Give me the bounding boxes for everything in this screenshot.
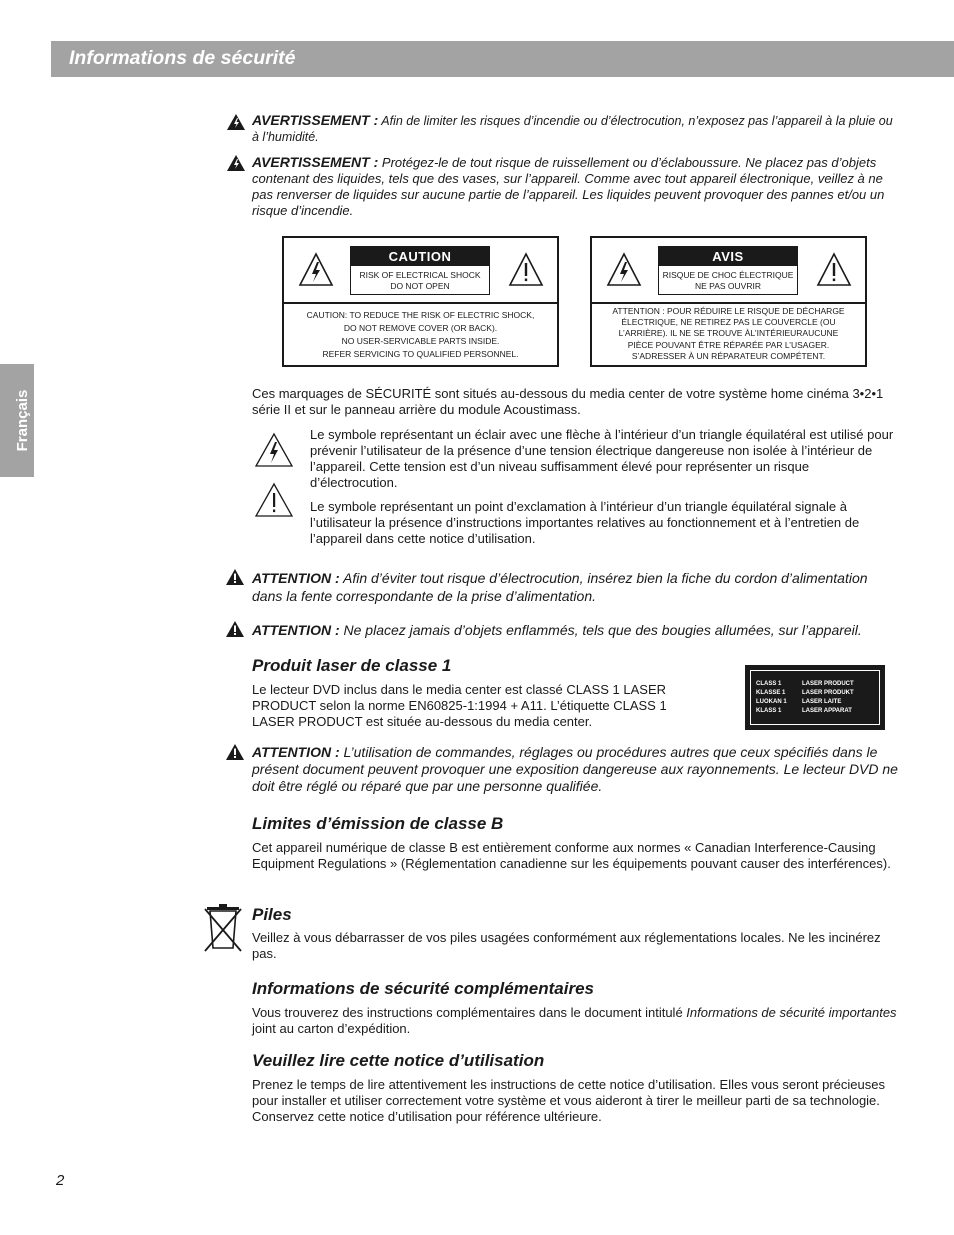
warning-triangle-icon bbox=[226, 154, 246, 172]
language-tab bbox=[0, 364, 34, 477]
warning-1 bbox=[252, 112, 898, 145]
caution-inner-panel bbox=[350, 246, 490, 295]
laser-text: Le lecteur DVD inclus dans le media center est classé CLASS 1 LASER PRODUCT selon la norme EN60825-1:1994 + A11. L’étiquette CLASS 1 LASER PRODUCT est située au-dessous du media center. bbox=[252, 682, 667, 729]
attention-1 bbox=[252, 569, 898, 605]
markings-intro-text: Ces marquages de SÉCURITÉ sont situés au-dessous du media center de votre système home cinéma 3•2•1 série II et sur le panneau arrière du module Acoustimass. bbox=[252, 386, 884, 417]
caution-body-line: DO NOT REMOVE COVER (OR BACK). bbox=[343, 323, 498, 333]
complementary-paragraph bbox=[252, 1005, 898, 1037]
caution-body-line: ÉLECTRIQUE, NE RETIREZ PAS LE COUVERCLE (OU bbox=[621, 317, 836, 328]
class-b-text: Cet appareil numérique de classe B est entièrement conforme aux normes « Canadian Interference-Causing Equipment Regulations » (Réglementation canadienne sur les équipements pouvant causer des interférences). bbox=[252, 840, 891, 871]
caution-inner-panel bbox=[658, 246, 798, 295]
caution-label-french bbox=[590, 236, 867, 367]
caution-body-line: PIÈCE POUVANT ÊTRE RÉPARÉE PAR L’USAGER. bbox=[627, 339, 830, 350]
attention-text: Afin d’éviter tout risque d’électrocution, insérez bien la fiche du cordon d’alimentation dans la fente correspondante de la prise d’alimentation. bbox=[252, 570, 868, 604]
exclamation-triangle-icon bbox=[508, 252, 544, 288]
electric-shock-triangle-icon bbox=[254, 432, 294, 468]
attention-text: L’utilisation de commandes, réglages ou procédures autres que ceux spécifiés dans le présent document peuvent provoquer une exposition dangereuse aux rayonnements. Le lecteur DVD ne doit être réglé ou réparé que par une personne qualifiée. bbox=[252, 744, 898, 794]
document-title-reference: Informations de sécurité importantes bbox=[686, 1005, 897, 1020]
caution-sub-line: RISQUE DE CHOC ÉLECTRIQUE bbox=[662, 270, 794, 280]
complementary-text-end: joint au carton d’expédition. bbox=[252, 1021, 411, 1036]
warning-label: AVERTISSEMENT : bbox=[252, 112, 379, 128]
laser-label-row: KLASSE 1 LASER PRODUKT bbox=[756, 690, 854, 696]
section-title-piles: Piles bbox=[252, 905, 292, 924]
section-title-class-b: Limites d’émission de classe B bbox=[252, 814, 504, 833]
electric-shock-triangle-icon bbox=[606, 252, 642, 288]
caution-sub-line: NE PAS OUVRIR bbox=[695, 281, 761, 291]
caution-sub-line: DO NOT OPEN bbox=[390, 281, 450, 291]
caution-label-english bbox=[282, 236, 559, 367]
bolt-symbol-text: Le symbole représentant un éclair avec une flèche à l’intérieur d’un triangle équilatéral est utilisé pour prévenir l’utilisateur de la présence d’une tension électrique dangereuse non isolée à l’intérieur de l’appareil. Cette tension est d’un niveau suffisamment élevé pour représenter un risque d’électrocution. bbox=[310, 427, 894, 490]
class-b-paragraph bbox=[252, 840, 898, 872]
complementary-text: Vous trouverez des instructions complémentaires dans le document intitulé bbox=[252, 1005, 687, 1020]
read-notice-paragraph bbox=[252, 1077, 898, 1125]
laser-paragraph bbox=[252, 682, 712, 730]
exclamation-triangle-icon bbox=[254, 482, 294, 518]
caution-sub-line: RISK OF ELECTRICAL SHOCK bbox=[359, 270, 481, 280]
warning-label: AVERTISSEMENT : bbox=[252, 154, 379, 170]
laser-label-row: LUOKAN 1 LASER LAITE bbox=[756, 699, 842, 705]
attention-label: ATTENTION : bbox=[252, 622, 340, 638]
laser-label-row: CLASS 1 LASER PRODUCT bbox=[756, 681, 854, 687]
exclamation-symbol-explanation bbox=[310, 499, 898, 547]
laser-product-label bbox=[745, 665, 885, 730]
section-title-laser: Produit laser de classe 1 bbox=[252, 656, 452, 675]
warning-text: Afin de limiter les risques d’incendie ou d’électrocution, n’exposez pas l’appareil à la pluie ou à l’humidité. bbox=[252, 114, 893, 144]
exclamation-symbol-text: Le symbole représentant un point d’exclamation à l’intérieur d’un triangle équilatéral signale à l’utilisateur la présence d’instructions importantes relatives au fonctionnement et à l’entretien de l’appareil dans cette notice d’utilisation. bbox=[310, 499, 860, 546]
read-notice-text: Prenez le temps de lire attentivement les instructions de cette notice d’utilisation. Elles vous seront précieuses pour installer et utiliser correctement votre système et vous aideront à tirer le meilleur parti de sa technologie. Conservez cette notice d’utilisation pour référence ultérieure. bbox=[252, 1077, 885, 1124]
attention-3 bbox=[252, 744, 898, 795]
caution-body-line: NO USER-SERVICABLE PARTS INSIDE. bbox=[341, 336, 500, 346]
caution-heading: CAUTION bbox=[351, 247, 489, 266]
caution-body-line: L’ARRIÈRE). IL NE SE TROUVE ÀL’INTÉRIEURAUCUNE bbox=[618, 328, 839, 339]
attention-triangle-icon bbox=[225, 743, 245, 761]
laser-label-row: KLASS 1 LASER APPARAT bbox=[756, 708, 852, 714]
attention-text: Ne placez jamais d’objets enflammés, tels que des bougies allumées, sur l’appareil. bbox=[343, 622, 862, 638]
caution-body-line: REFER SERVICING TO QUALIFIED PERSONNEL. bbox=[322, 349, 519, 359]
section-title-read-notice: Veuillez lire cette notice d’utilisation bbox=[252, 1051, 545, 1070]
language-tab-label: Français bbox=[14, 389, 31, 452]
attention-label: ATTENTION : bbox=[252, 570, 340, 586]
caution-body-line: ATTENTION : POUR RÉDUIRE LE RISQUE DE DÉCHARGE bbox=[612, 306, 845, 316]
caution-heading: AVIS bbox=[659, 247, 797, 266]
warning-text: Protégez-le de tout risque de ruissellement ou d’éclaboussure. Ne placez pas d’objets contenant des liquides, tels que des vases, sur l’appareil. Comme avec tout appareil électronique, veillez à ne pas renverser de liquides sur aucune partie de l’appareil. Les liquides peuvent provoquer des pannes et/ou un risque d’incendie. bbox=[252, 155, 885, 218]
attention-triangle-icon bbox=[225, 568, 245, 586]
attention-triangle-icon bbox=[225, 620, 245, 638]
warning-2 bbox=[252, 154, 898, 219]
exclamation-triangle-icon bbox=[816, 252, 852, 288]
caution-body-line: CAUTION: TO REDUCE THE RISK OF ELECTRIC SHOCK, bbox=[306, 310, 535, 320]
page-number: 2 bbox=[56, 1172, 65, 1189]
piles-paragraph bbox=[252, 930, 898, 962]
caution-body-line: S’ADRESSER À UN RÉPARATEUR COMPÉTENT. bbox=[631, 350, 826, 361]
crossed-out-bin-icon bbox=[204, 904, 242, 952]
attention-label: ATTENTION : bbox=[252, 744, 340, 760]
section-title-complementary: Informations de sécurité complémentaires bbox=[252, 979, 594, 998]
electric-shock-triangle-icon bbox=[298, 252, 334, 288]
attention-2 bbox=[252, 621, 898, 639]
piles-text: Veillez à vous débarrasser de vos piles usagées conformément aux réglementations locales. Ne les incinérez pas. bbox=[252, 930, 881, 961]
header-bar bbox=[51, 41, 954, 77]
bolt-symbol-explanation bbox=[310, 427, 898, 491]
markings-intro bbox=[252, 386, 898, 418]
page-title: Informations de sécurité bbox=[69, 47, 296, 69]
warning-triangle-icon bbox=[226, 113, 246, 131]
